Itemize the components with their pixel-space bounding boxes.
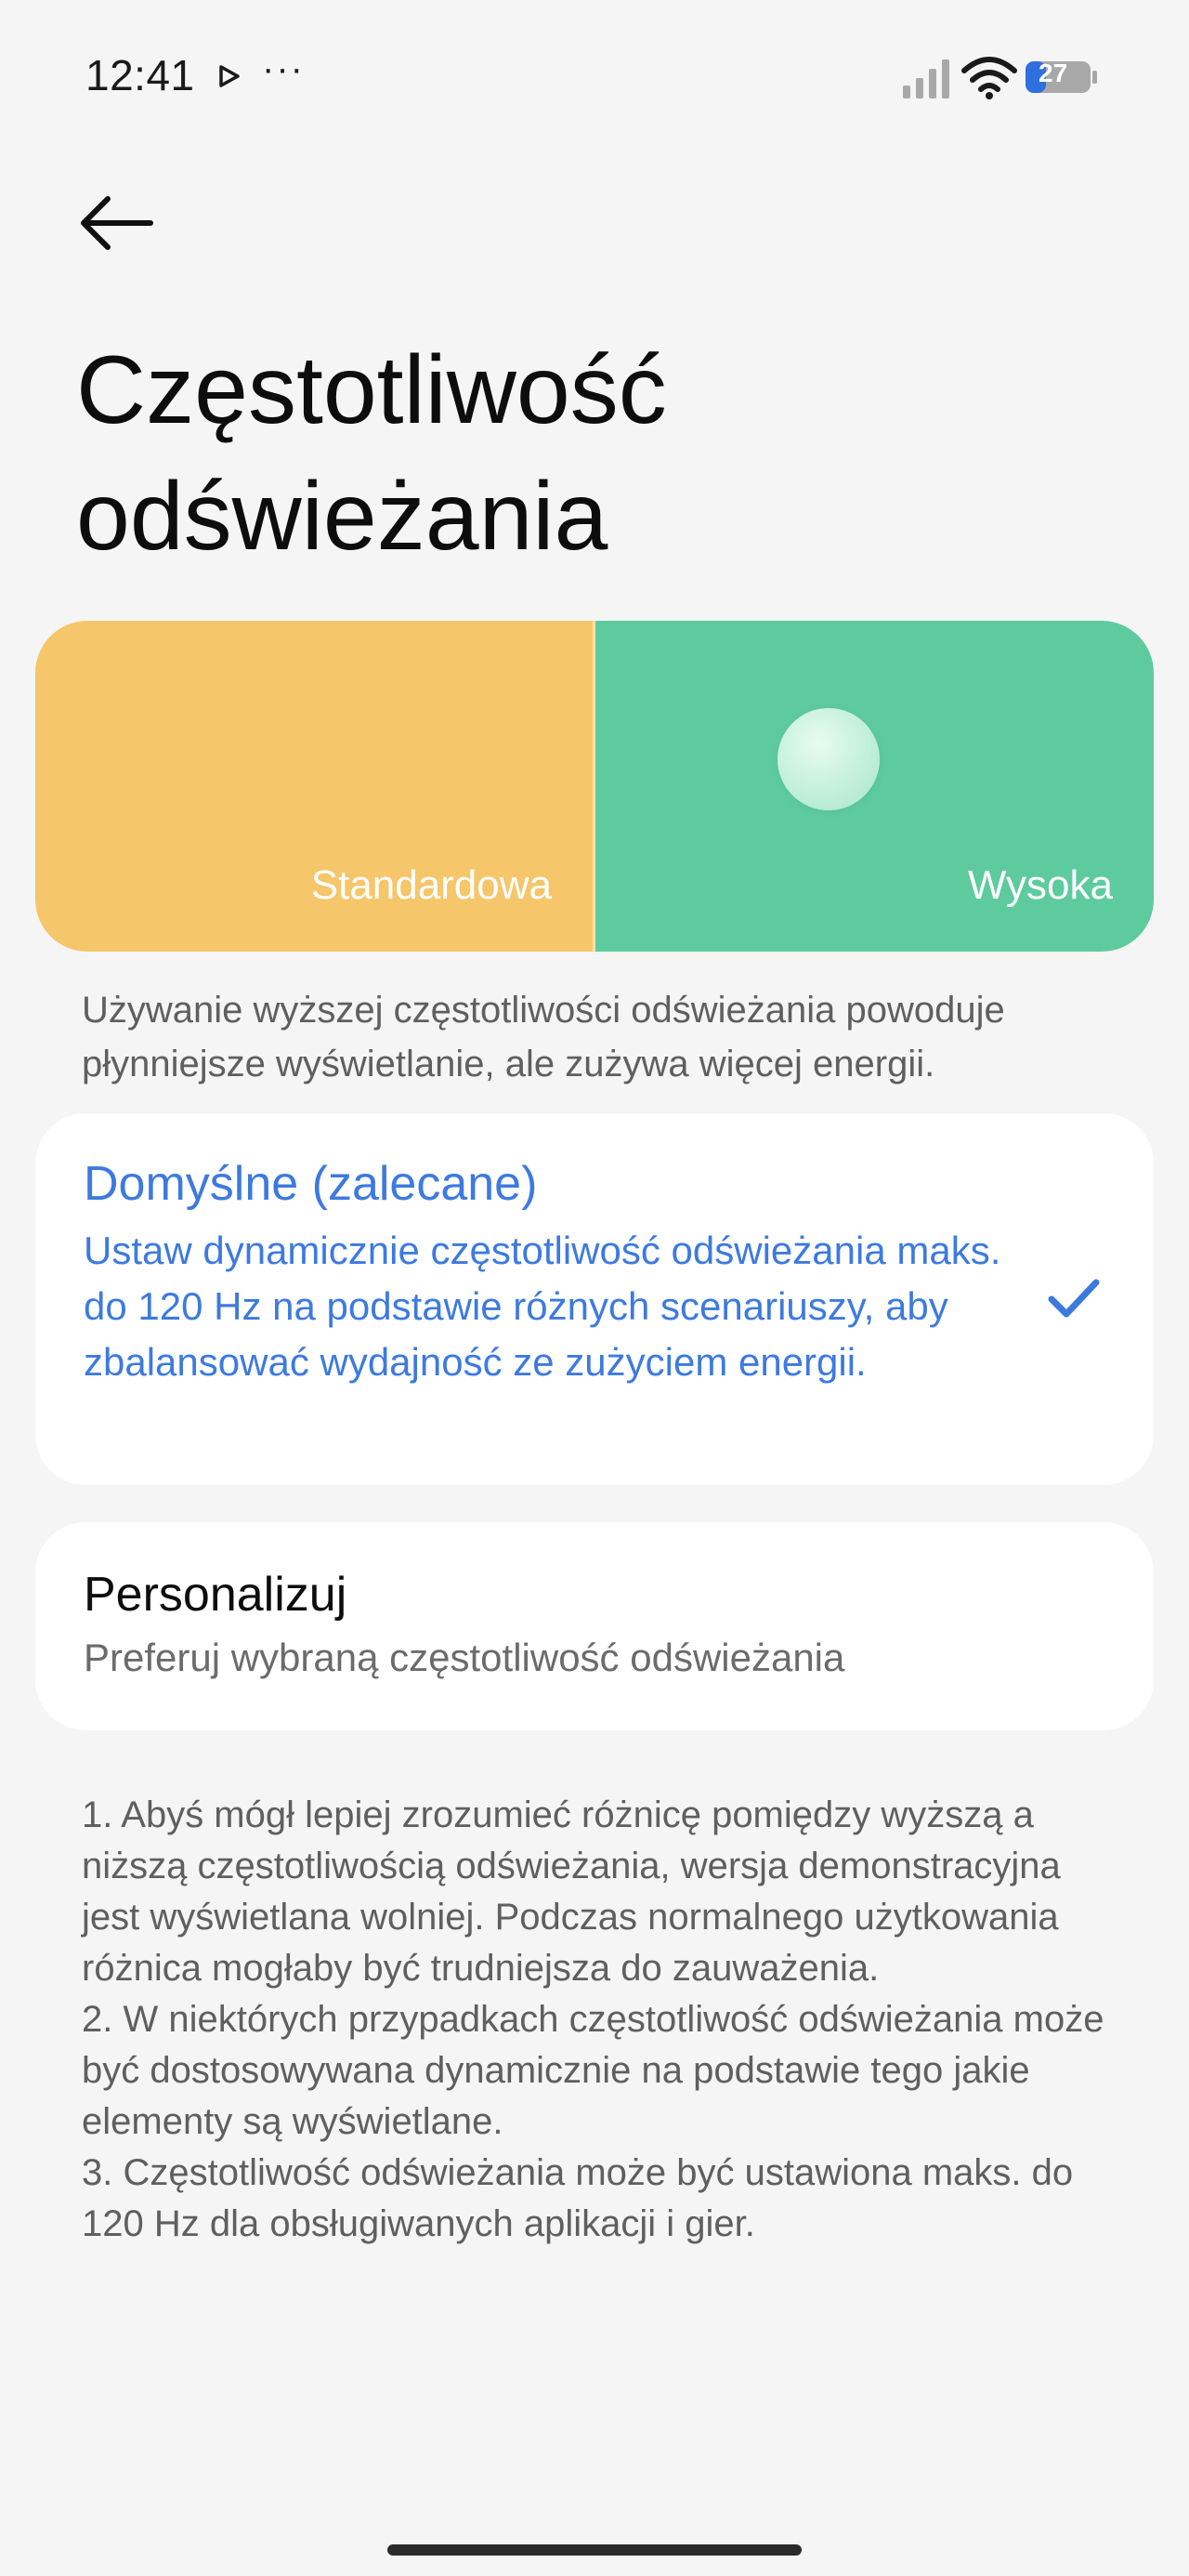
option-default-description: Ustaw dynamicznie częstotliwość odświeżania maks. do 120 Hz na podstawie różnych scenariuszy, aby zbalansować wydajność ze zużyciem energii. [84,1229,1001,1384]
wifi-icon [960,54,1018,100]
high-label: Wysoka [967,862,1113,908]
status-time: 12:41 [85,51,195,99]
animated-ball [777,708,880,810]
high-preview[interactable] [595,621,1154,952]
standard-preview[interactable] [35,621,593,952]
option-default-title: Domyślne (zalecane) [84,1157,538,1211]
note-3: 3. Częstotliwość odświeżania może być ustawiona maks. do 120 Hz dla obsługiwanych aplikacji i gier. [82,2152,1074,2244]
battery-level: 27 [1039,59,1068,87]
notes [82,1790,1122,2250]
standard-label: Standardowa [310,862,552,908]
refresh-rate-preview [35,621,1154,952]
media-play-icon [216,63,242,89]
status-bar [0,0,1189,158]
signal-icon [901,58,953,99]
description-text: Używanie wyższej częstotliwości odświeżania powoduje płynniejsze wyświetlanie, ale zużywa więcej energii. [82,990,1005,1084]
more-dots-icon: ··· [262,48,305,89]
back-arrow-icon[interactable] [74,186,158,260]
home-indicator[interactable] [387,2544,802,2556]
note-2: 2. W niektórych przypadkach częstotliwość odświeżania może być dostosowywana dynamicznie na podstawie tego jakie elementy są wyświetlane. [82,1999,1104,2142]
option-personalize-title: Personalizuj [84,1568,347,1622]
option-default[interactable] [35,1113,1154,1485]
option-personalize-description: Preferuj wybraną częstotliwość odświeżania [84,1636,845,1679]
checkmark-icon [1048,1277,1100,1320]
option-personalize[interactable] [35,1522,1154,1730]
note-1: 1. Abyś mógł lepiej zrozumieć różnicę pomiędzy wyższą a niższą częstotliwością odświeżania, wersja demonstracyjna jest wyświetlana wolniej. Podczas normalnego użytkowania różnica mogłaby być trudniejsza do zauważenia. [82,1794,1061,1989]
page-title: Częstotliwość odświeżania [76,336,667,571]
